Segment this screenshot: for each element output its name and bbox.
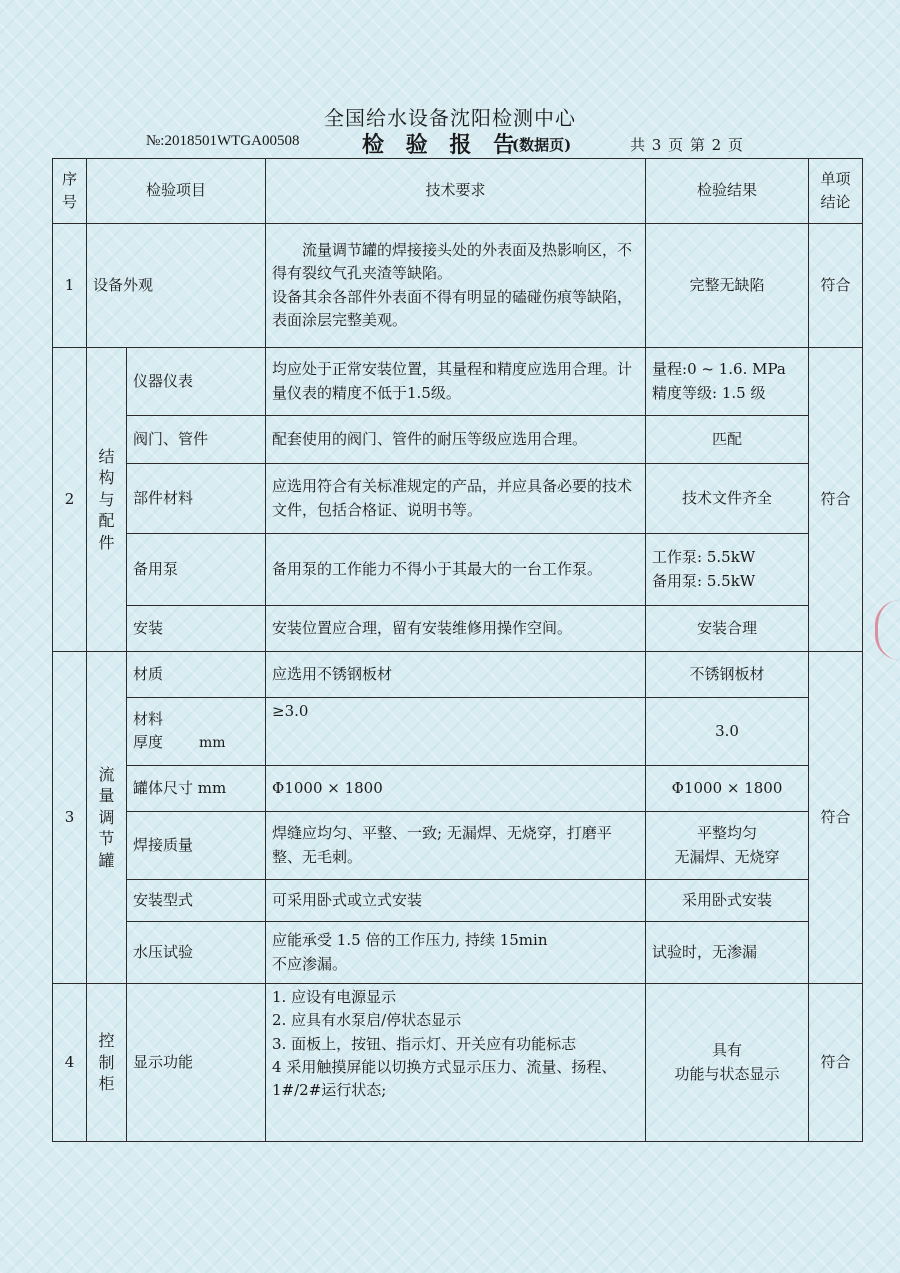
header-item: 检验项目 (87, 159, 266, 224)
item-line: 材料 (133, 710, 164, 729)
table-header-row (53, 159, 863, 224)
row-result: 试验时，无渗漏 (646, 922, 809, 984)
table-row (53, 348, 863, 416)
table-row (53, 224, 863, 348)
row-result: 3.0 (646, 698, 809, 766)
row-requirement: 配套使用的阀门、管件的耐压等级应选用合理。 (266, 416, 646, 464)
requirement-line: 不应渗漏。 (272, 954, 348, 973)
row-conclusion: 符合 (809, 224, 863, 348)
row-item: 阀门、管件 (127, 416, 266, 464)
row-conclusion: 符合 (809, 984, 863, 1142)
row-item (127, 698, 266, 766)
header-conclusion: 单项结论 (809, 159, 863, 224)
row-item: 罐体尺寸 mm (127, 766, 266, 812)
requirement-line: 2. 应具有水泵启/停状态显示 (272, 1011, 462, 1030)
requirement-line: 4 采用触摸屏能以切换方式显示压力、流量、扬程、1#/2#运行状态; (272, 1057, 617, 1099)
row-result: 采用卧式安装 (646, 880, 809, 922)
table-row (53, 880, 863, 922)
row-result: 匹配 (646, 416, 809, 464)
row-item: 设备外观 (87, 224, 266, 348)
row-seq: 4 (53, 984, 87, 1142)
result-line: 平整均匀 (697, 824, 758, 843)
row-result: 完整无缺陷 (646, 224, 809, 348)
header-seq: 序号 (53, 159, 87, 224)
row-seq: 2 (53, 348, 87, 652)
result-line: 功能与状态显示 (674, 1064, 780, 1083)
row-requirement (266, 984, 646, 1142)
report-number: №:2018501WTGA00508 (146, 133, 300, 149)
row-requirement: 应选用符合有关标准规定的产品，并应具备必要的技术文件，包括合格证、说明书等。 (266, 464, 646, 534)
row-result: 安装合理 (646, 606, 809, 652)
requirement-line: 流量调节罐的焊接接头处的外表面及热影响区，不得有裂纹气孔夹渣等缺陷。 (272, 241, 633, 283)
row-item: 水压试验 (127, 922, 266, 984)
row-result (646, 984, 809, 1142)
table-row (53, 922, 863, 984)
group-label: 控制柜 (87, 984, 127, 1142)
item-line: 厚度 mm (133, 733, 226, 752)
row-conclusion: 符合 (809, 652, 863, 984)
table-row (53, 464, 863, 534)
row-item: 仪器仪表 (127, 348, 266, 416)
report-subtitle: (数据页) (512, 136, 572, 154)
unit-label: mm (199, 735, 226, 752)
table-row (53, 534, 863, 606)
row-item: 材质 (127, 652, 266, 698)
result-line: 备用泵: 5.5kW (652, 571, 756, 590)
row-result (646, 348, 809, 416)
requirement-line: 应能承受 1.5 倍的工作压力, 持续 15min (272, 931, 548, 950)
result-line: 量程:0 ~ 1.6. MPa (652, 360, 786, 379)
requirement-line: 1. 应设有电源显示 (272, 988, 397, 1006)
row-requirement: 应选用不锈钢板材 (266, 652, 646, 698)
inspection-table (52, 158, 863, 1142)
result-line: 无漏焊、无烧穿 (674, 847, 780, 866)
row-requirement: 均应处于正常安装位置，其量程和精度应选用合理。计量仪表的精度不低于1.5级。 (266, 348, 646, 416)
row-seq: 1 (53, 224, 87, 348)
requirement-line: 设备其余各部件外表面不得有明显的磕碰伤痕等缺陷，表面涂层完整美观。 (272, 287, 633, 329)
group-label: 结构与配件 (87, 348, 127, 652)
row-requirement: 可采用卧式或立式安装 (266, 880, 646, 922)
row-item: 显示功能 (127, 984, 266, 1142)
report-title: 检 验 报 告 (362, 132, 522, 158)
row-result: 不锈钢板材 (646, 652, 809, 698)
requirement-line: 3. 面板上，按钮、指示灯、开关应有功能标志 (272, 1034, 577, 1053)
header-result: 检验结果 (646, 159, 809, 224)
table-row (53, 606, 863, 652)
page-info: 共 3 页 第 2 页 (630, 136, 744, 154)
row-requirement (266, 224, 646, 348)
result-line: 精度等级: 1.5 级 (652, 383, 766, 402)
row-item: 部件材料 (127, 464, 266, 534)
group-label: 流量调节罐 (87, 652, 127, 984)
table-row (53, 766, 863, 812)
row-requirement: ≥3.0 (266, 698, 646, 766)
row-requirement: 备用泵的工作能力不得小于其最大的一台工作泵。 (266, 534, 646, 606)
result-line: 工作泵: 5.5kW (652, 548, 756, 567)
table-row (53, 652, 863, 698)
testing-center-name: 全国给水设备沈阳检测中心 (324, 106, 576, 130)
table-row (53, 984, 863, 1142)
row-item: 备用泵 (127, 534, 266, 606)
table-row (53, 812, 863, 880)
row-item: 焊接质量 (127, 812, 266, 880)
result-line: 具有 (712, 1041, 743, 1060)
row-item: 安装 (127, 606, 266, 652)
seal-stamp-edge (875, 600, 900, 660)
row-requirement: 焊缝应均匀、平整、一致; 无漏焊、无烧穿，打磨平整、无毛刺。 (266, 812, 646, 880)
row-requirement (266, 922, 646, 984)
row-seq: 3 (53, 652, 87, 984)
row-conclusion: 符合 (809, 348, 863, 652)
row-requirement: Φ1000 × 1800 (266, 766, 646, 812)
row-result: 技术文件齐全 (646, 464, 809, 534)
row-result: Φ1000 × 1800 (646, 766, 809, 812)
table-row (53, 698, 863, 766)
row-result (646, 812, 809, 880)
row-item: 安装型式 (127, 880, 266, 922)
header-requirement: 技术要求 (266, 159, 646, 224)
row-requirement: 安装位置应合理，留有安装维修用操作空间。 (266, 606, 646, 652)
table-row (53, 416, 863, 464)
row-result (646, 534, 809, 606)
